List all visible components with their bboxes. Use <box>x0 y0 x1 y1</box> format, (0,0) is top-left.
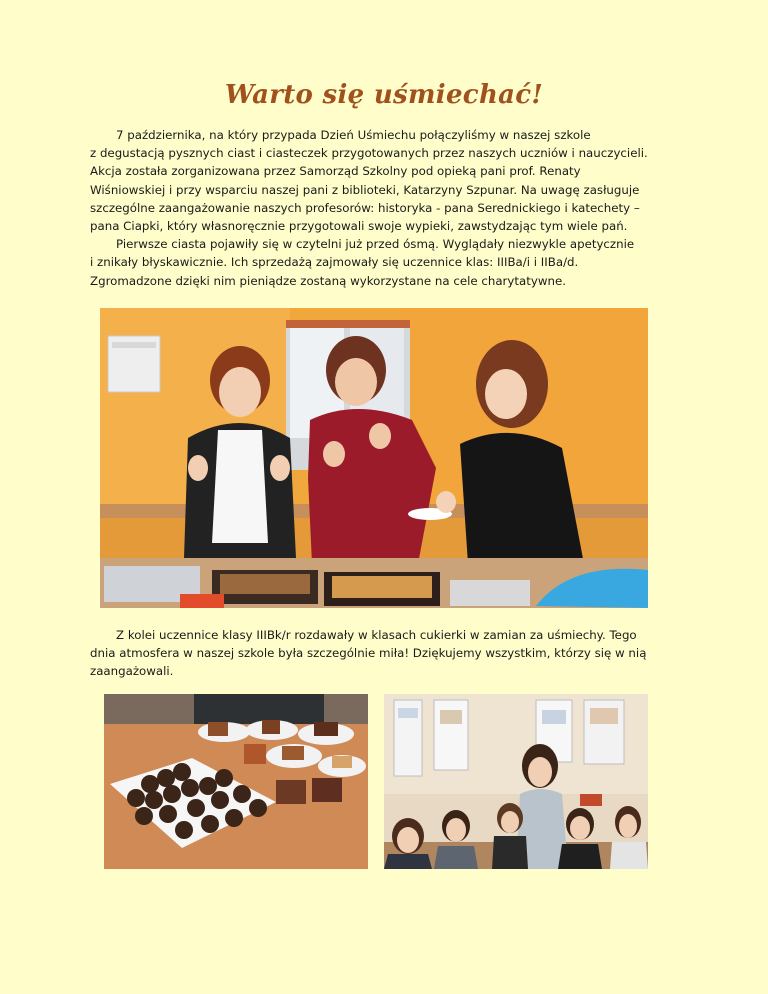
text-line: zaangażowali. <box>90 664 174 679</box>
photo-muffins <box>104 694 368 869</box>
text-line: szczególne zaangażowanie naszych profesorów: historyka - pana Serednickiego i katechety – <box>90 200 640 215</box>
paragraph-intro <box>90 126 685 290</box>
text-line: Wiśniowskiej i przy wsparciu naszej pani z biblioteki, Katarzyny Szpunar. Na uwagę zasługuje <box>90 182 640 197</box>
text-line: Zgromadzone dzięki nim pieniądze zostaną wykorzystane na cele charytatywne. <box>90 273 566 288</box>
text-line: Z kolei uczennice klasy IIIBk/r rozdawały w klasach cukierki w zamian za uśmiechy. Tego <box>116 628 637 642</box>
text-line: pana Ciapki, który własnoręcznie przygotowali swoje wypieki, zawstydzając tym wiele pań. <box>90 219 628 234</box>
text-line: z degustacją pysznych ciast i ciasteczek przygotowanych przez naszych uczniów i nauczycieli. <box>90 146 648 161</box>
page-title: Warto się uśmiechać! <box>224 80 544 110</box>
text-line: i znikały błyskawicznie. Ich sprzedażą zajmowały się uczennice klas: IIIBa/i i IIBa/d. <box>90 255 579 270</box>
text-line: dnia atmosfera w naszej szkole była szczególnie miła! Dziękujemy wszystkim, którzy się w nią <box>90 646 647 661</box>
text-line: Pierwsze ciasta pojawiły się w czytelni już przed ósmą. Wyglądały niezwykle apetycznie <box>116 237 635 252</box>
paragraph-closing <box>90 626 685 681</box>
photo-cake-sale <box>100 308 648 608</box>
photo-classroom <box>384 694 648 869</box>
text-line: Akcja została zorganizowana przez Samorząd Szkolny pod opieką pani prof. Renaty <box>90 164 581 179</box>
text-line: 7 października, na który przypada Dzień Uśmiechu połączyliśmy w naszej szkole <box>116 128 591 142</box>
